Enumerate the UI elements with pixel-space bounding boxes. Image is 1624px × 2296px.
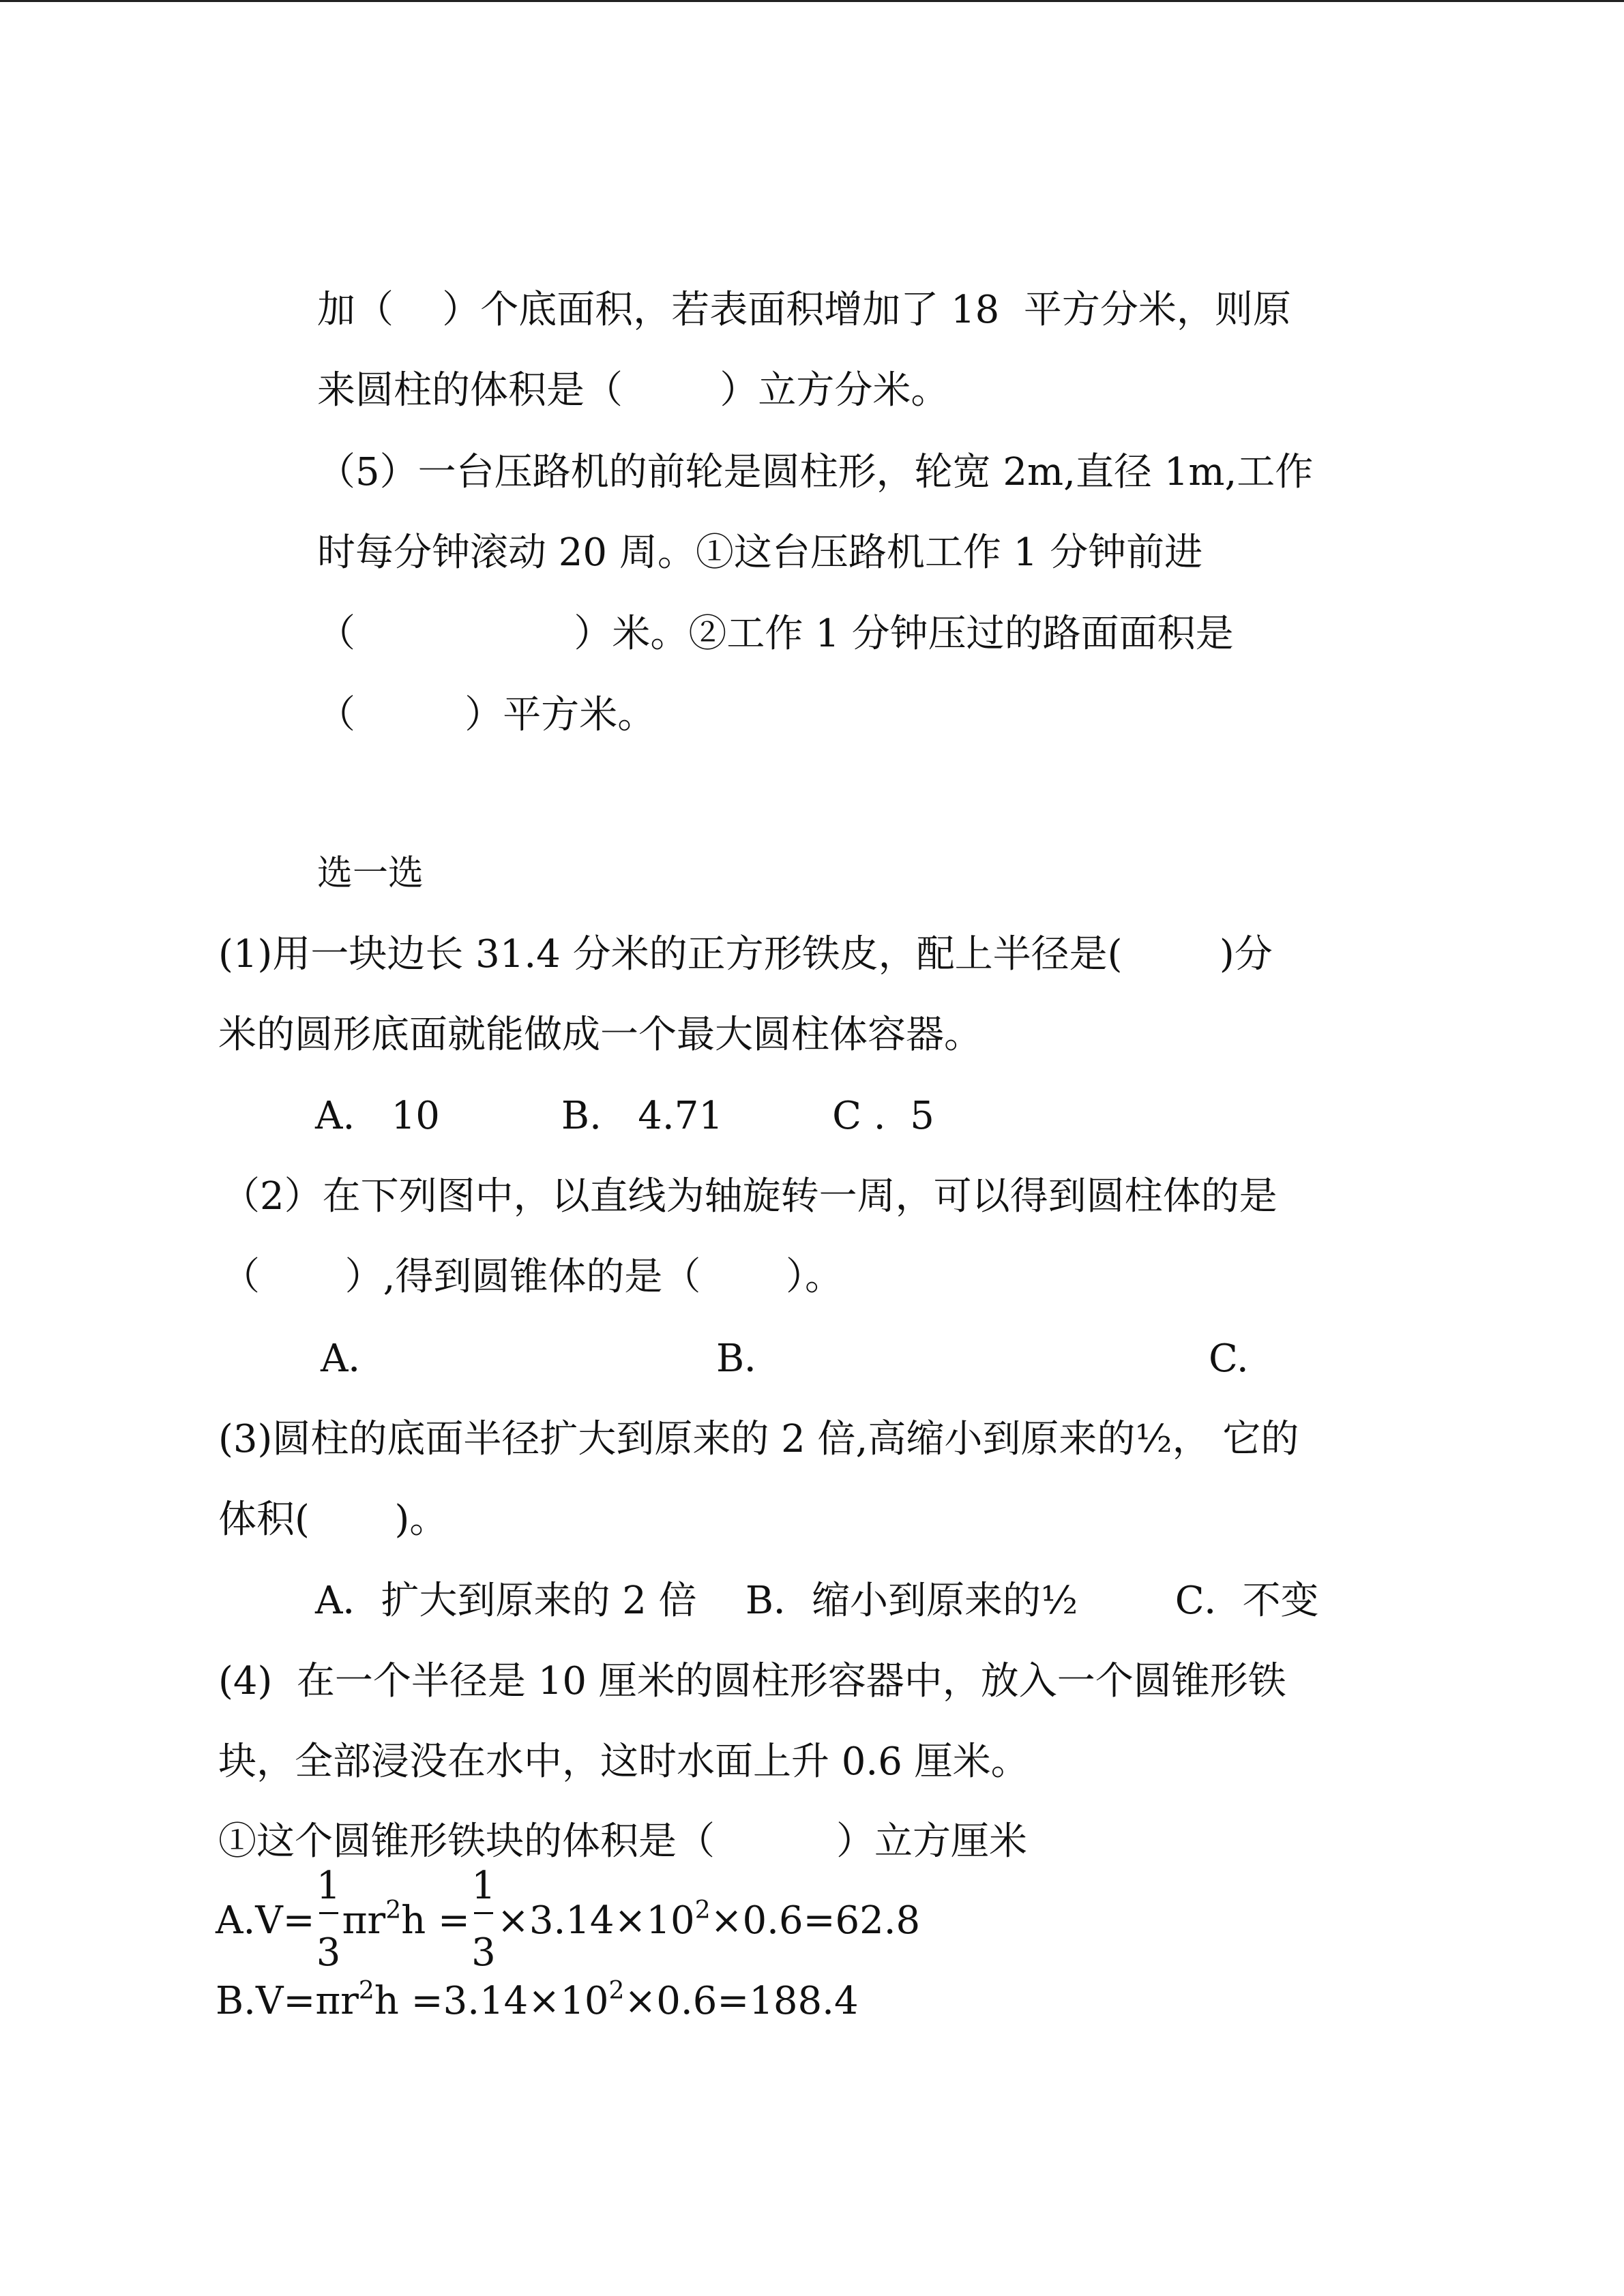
c2-option-a-label: A． bbox=[321, 1337, 387, 1381]
c4-optA-part3: h = bbox=[401, 1898, 470, 1943]
c4-line-1: (4) 在一个半径是 10 厘米的圆柱形容器中，放入一个圆锥形铁 bbox=[218, 1659, 1286, 1703]
c4-optA-part5: ×0.6=62.8 bbox=[710, 1898, 921, 1943]
c4-optA-part4: ×3.14×10 bbox=[497, 1898, 695, 1943]
c2-option-c-label: C. bbox=[1209, 1337, 1249, 1381]
c2-line-2: （ ）,得到圆锥体的是（ ）。 bbox=[222, 1255, 844, 1299]
c4-line-3: ①这个圆锥形铁块的体积是（ ）立方厘米 bbox=[218, 1819, 1028, 1864]
q4-line-2: 来圆柱的体积是（ ）立方分米。 bbox=[317, 368, 949, 413]
c1-line-1: (1)用一块边长 31.4 分米的正方形铁皮，配上半径是( )分 bbox=[218, 932, 1273, 976]
c3-options: A．扩大到原来的 2 倍 B．缩小到原来的½ C．不变 bbox=[315, 1579, 1319, 1623]
fraction-numerator: 1 bbox=[471, 1864, 496, 1908]
c1-line-2: 米的圆形底面就能做成一个最大圆柱体容器。 bbox=[218, 1013, 982, 1057]
q5-line-1: （5）一台压路机的前轮是圆柱形，轮宽 2m,直径 1m,工作 bbox=[317, 450, 1314, 494]
c4-option-b-formula bbox=[216, 1978, 859, 2025]
c4-line-2: 块，全部浸没在水中，这时水面上升 0.6 厘米。 bbox=[218, 1740, 1029, 1784]
c4-optB-part2: h =3.14×10 bbox=[374, 1979, 609, 2023]
c2-line-1: （2）在下列图中，以直线为轴旋转一周，可以得到圆柱体的是 bbox=[222, 1174, 1278, 1219]
fraction-bar bbox=[319, 1912, 338, 1914]
c3-line-2: 体积( )。 bbox=[218, 1497, 448, 1542]
section-title: 选一选 bbox=[317, 853, 424, 894]
c4-optB-part1: B.V=πr bbox=[216, 1979, 359, 2023]
c2-option-b-label: B． bbox=[716, 1337, 783, 1381]
q5-line-4: （ ）平方米。 bbox=[317, 693, 656, 737]
q4-line-1: 加（ ）个底面积，若表面积增加了 18 平方分米，则原 bbox=[317, 288, 1291, 332]
fraction-denominator: 3 bbox=[316, 1930, 341, 1975]
fraction-one-third-2 bbox=[470, 1864, 497, 1975]
c3-line-1: (3)圆柱的底面半径扩大到原来的 2 倍,高缩小到原来的½， 它的 bbox=[218, 1417, 1299, 1461]
fraction-denominator: 3 bbox=[471, 1930, 496, 1975]
q5-line-3: （ ）米。②工作 1 分钟压过的路面面积是 bbox=[317, 612, 1234, 656]
fraction-numerator: 1 bbox=[316, 1864, 341, 1908]
q5-line-2: 时每分钟滚动 20 周。①这台压路机工作 1 分钟前进 bbox=[317, 531, 1203, 575]
fraction-bar bbox=[474, 1912, 493, 1914]
page-top-border bbox=[0, 0, 1624, 2]
c4-option-a-formula bbox=[216, 1864, 921, 1975]
squared-superscript: 2 bbox=[385, 1896, 402, 1924]
c1-options: A. 10 B. 4.71 C . 5 bbox=[315, 1094, 934, 1138]
squared-superscript: 2 bbox=[694, 1896, 711, 1924]
squared-superscript: 2 bbox=[608, 1977, 625, 2005]
c4-optA-part2: πr bbox=[342, 1898, 386, 1943]
c4-optA-part1: A.V= bbox=[216, 1898, 315, 1943]
c4-optB-part3: ×0.6=188.4 bbox=[624, 1979, 859, 2023]
fraction-one-third-1 bbox=[315, 1864, 342, 1975]
squared-superscript: 2 bbox=[358, 1977, 374, 2005]
